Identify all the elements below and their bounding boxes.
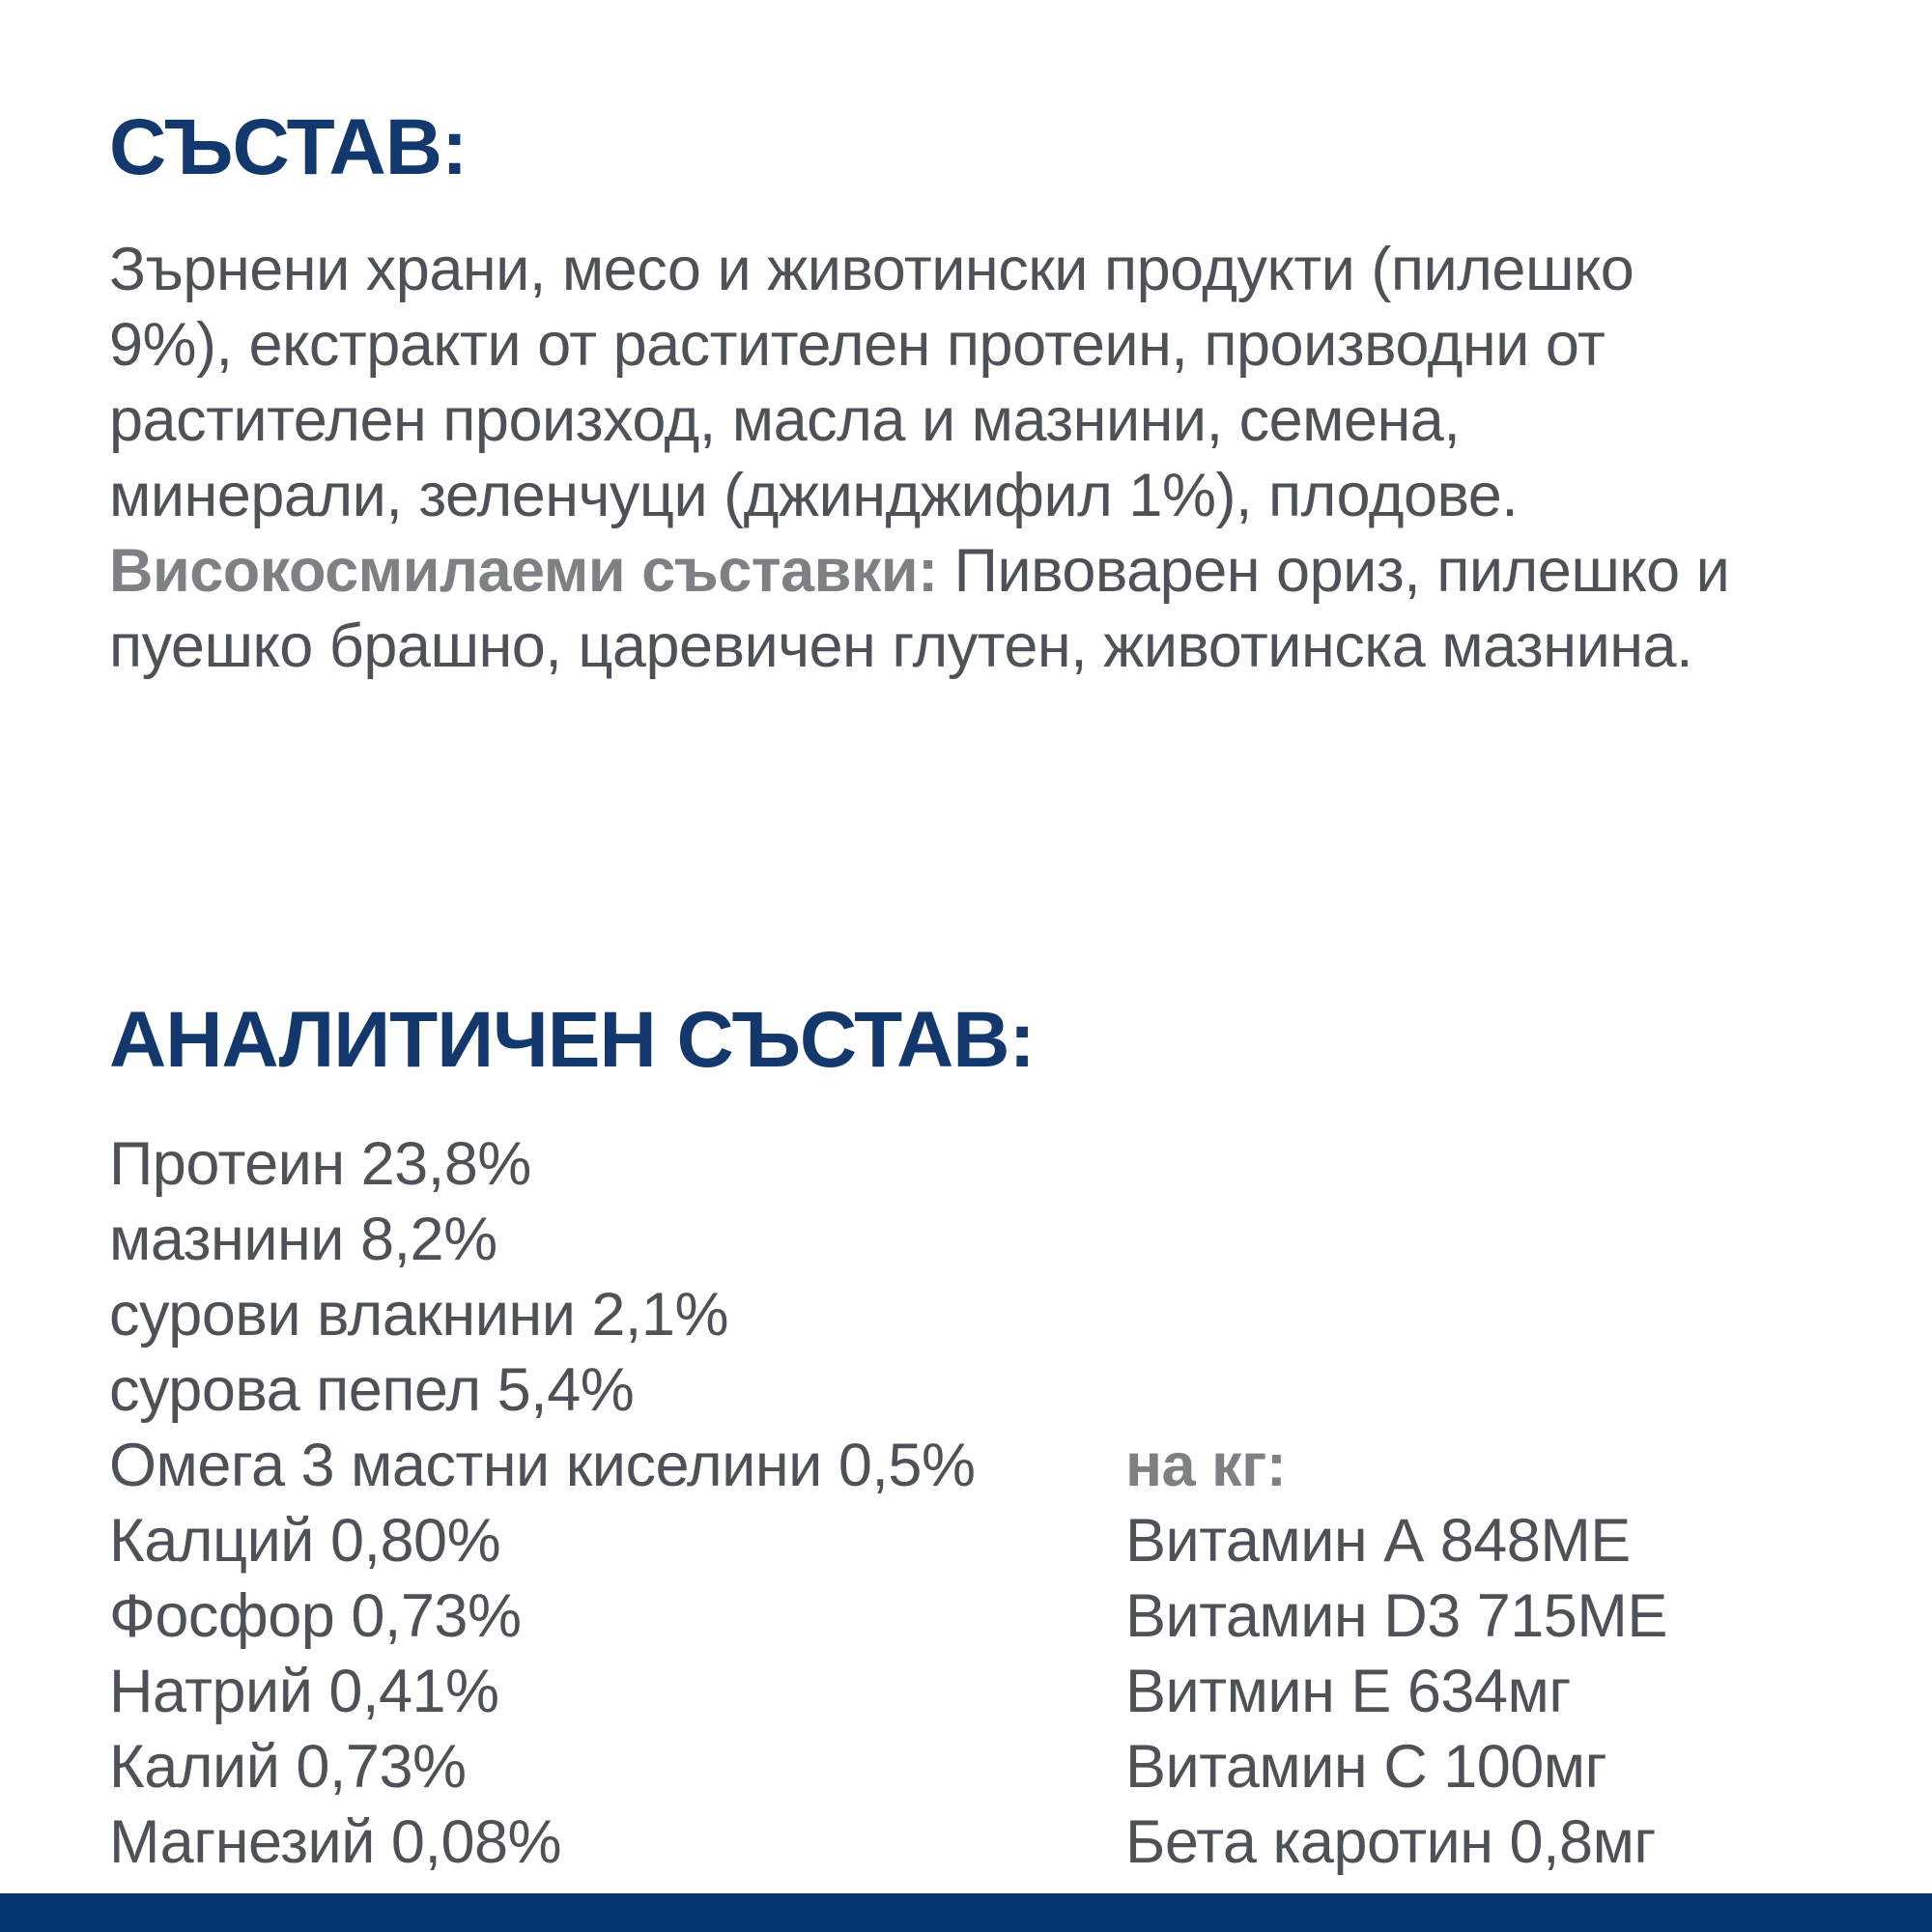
composition-ingredients-paragraph: [109, 232, 1729, 684]
composition-section-title: СЪСТАВ:: [109, 103, 468, 191]
ingredient-line: Зърнени храни, месо и животински продукти (пилешко: [109, 236, 1634, 303]
ingredient-line: минерали, зеленчуци (джинджифил 1%), плодове.: [109, 462, 1519, 529]
vitamin-value-line: Витамин С 100мг: [1125, 1733, 1607, 1801]
vitamin-value-line: Витамин D3 715МЕ: [1125, 1582, 1667, 1650]
ingredient-line: растителен произход, масла и мазнини, семена,: [109, 386, 1461, 454]
analytical-value-line: Омега 3 мастни киселини 0,5%: [109, 1432, 976, 1499]
per-kg-vitamins-list: [1125, 1428, 1667, 1880]
analytical-values-list: [109, 1126, 975, 1880]
footer-accent-bar: [0, 1893, 1932, 1932]
highly-digestible-line-2: пуешко брашно, царевичен глутен, животинска мазнина.: [109, 612, 1693, 680]
vitamin-value-line: Витмин Е 634мг: [1125, 1658, 1571, 1725]
per-kg-label: на кг:: [1125, 1432, 1287, 1499]
analytical-value-line: Калций 0,80%: [109, 1507, 501, 1575]
analytical-value-line: Натрий 0,41%: [109, 1658, 499, 1725]
analytical-value-line: сурови влакнини 2,1%: [109, 1281, 728, 1349]
vitamin-value-line: Бета каротин 0,8мг: [1125, 1808, 1656, 1876]
analytical-value-line: Протеин 23,8%: [109, 1130, 531, 1198]
composition-ingredient-lines: [109, 232, 1729, 533]
per-kg-vitamin-lines: [1125, 1503, 1667, 1880]
ingredient-line: 9%), екстракти от растителен протеин, производни от: [109, 311, 1605, 379]
vitamin-value-line: Витамин А 848МЕ: [1125, 1507, 1631, 1575]
highly-digestible-text-start: Пивоварен ориз, пилешко и: [937, 537, 1730, 605]
analytical-section-title: АНАЛИТИЧЕН СЪСТАВ:: [109, 996, 1035, 1084]
highly-digestible-line-1: [109, 533, 1729, 609]
analytical-value-line: мазнини 8,2%: [109, 1206, 497, 1273]
analytical-value-line: Калий 0,73%: [109, 1733, 467, 1801]
highly-digestible-label: Високосмилаеми съставки:: [109, 537, 938, 605]
analytical-value-line: Фосфор 0,73%: [109, 1582, 522, 1650]
analytical-value-line: Магнезий 0,08%: [109, 1808, 562, 1876]
analytical-value-line: сурова пепел 5,4%: [109, 1356, 635, 1424]
